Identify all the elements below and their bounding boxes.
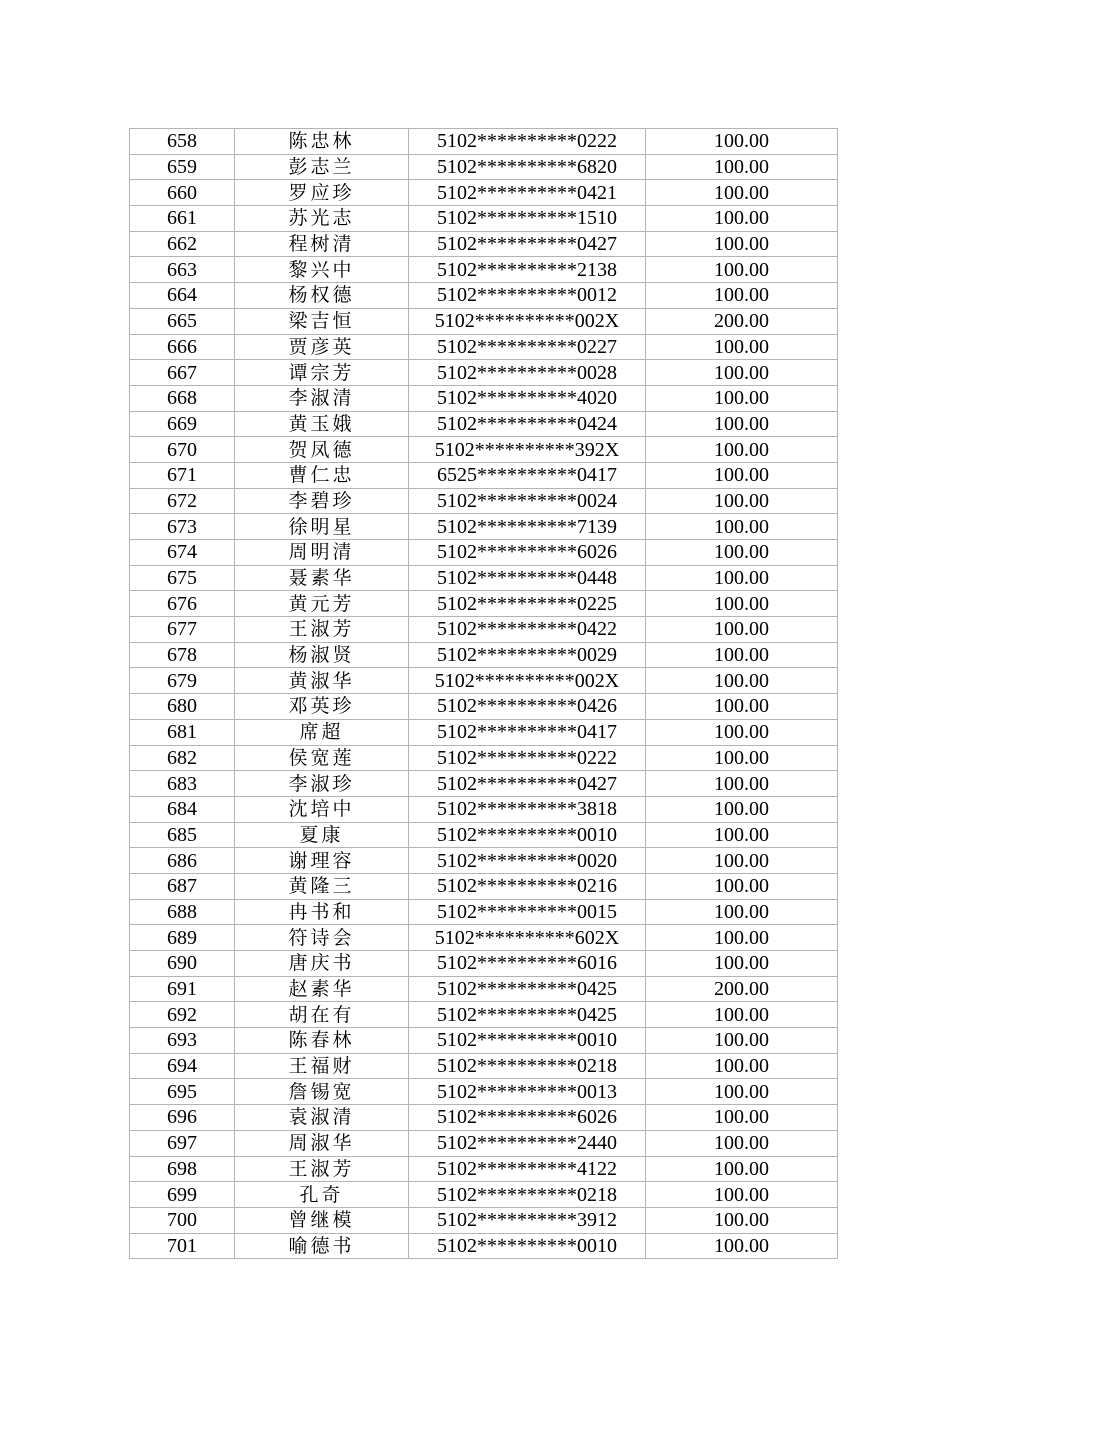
- table-row: [130, 925, 838, 951]
- person-name-cell: 杨淑贤: [235, 642, 409, 668]
- id-number-cell: 5102**********0013: [409, 1079, 646, 1105]
- person-name-cell: 黄隆三: [235, 873, 409, 899]
- id-number-cell: 5102**********0225: [409, 591, 646, 617]
- amount-cell: 100.00: [646, 334, 838, 360]
- id-number-cell: 5102**********0218: [409, 1053, 646, 1079]
- amount-cell: 100.00: [646, 1002, 838, 1028]
- amount-cell: 100.00: [646, 899, 838, 925]
- table-row: [130, 206, 838, 232]
- amount-cell: 100.00: [646, 231, 838, 257]
- table-row: [130, 565, 838, 591]
- person-name-cell: 苏光志: [235, 206, 409, 232]
- id-number-cell: 5102**********0222: [409, 745, 646, 771]
- table-row: [130, 385, 838, 411]
- person-name-cell: 杨权德: [235, 283, 409, 309]
- amount-cell: 100.00: [646, 848, 838, 874]
- table-row: [130, 745, 838, 771]
- table-row: [130, 180, 838, 206]
- amount-cell: 100.00: [646, 1028, 838, 1054]
- person-name-cell: 贾彦英: [235, 334, 409, 360]
- row-number-cell: 699: [130, 1182, 235, 1208]
- row-number-cell: 701: [130, 1233, 235, 1259]
- table-row: [130, 668, 838, 694]
- id-number-cell: 5102**********0425: [409, 976, 646, 1002]
- person-name-cell: 黎兴中: [235, 257, 409, 283]
- row-number-cell: 689: [130, 925, 235, 951]
- person-name-cell: 詹锡宽: [235, 1079, 409, 1105]
- person-name-cell: 陈忠林: [235, 129, 409, 155]
- table-row: [130, 1028, 838, 1054]
- row-number-cell: 687: [130, 873, 235, 899]
- row-number-cell: 684: [130, 796, 235, 822]
- amount-cell: 100.00: [646, 1156, 838, 1182]
- person-name-cell: 黄淑华: [235, 668, 409, 694]
- id-number-cell: 5102**********0010: [409, 822, 646, 848]
- id-number-cell: 5102**********3912: [409, 1207, 646, 1233]
- id-number-cell: 5102**********6026: [409, 1105, 646, 1131]
- table-row: [130, 694, 838, 720]
- table-row: [130, 308, 838, 334]
- amount-cell: 100.00: [646, 873, 838, 899]
- amount-cell: 100.00: [646, 796, 838, 822]
- id-number-cell: 6525**********0417: [409, 462, 646, 488]
- person-name-cell: 唐庆书: [235, 951, 409, 977]
- amount-cell: 100.00: [646, 154, 838, 180]
- amount-cell: 100.00: [646, 822, 838, 848]
- id-number-cell: 5102**********0422: [409, 617, 646, 643]
- person-name-cell: 王福财: [235, 1053, 409, 1079]
- row-number-cell: 695: [130, 1079, 235, 1105]
- table-body: [130, 129, 838, 1259]
- amount-cell: 100.00: [646, 462, 838, 488]
- row-number-cell: 697: [130, 1130, 235, 1156]
- table-row: [130, 462, 838, 488]
- amount-cell: 100.00: [646, 694, 838, 720]
- table-row: [130, 951, 838, 977]
- row-number-cell: 673: [130, 514, 235, 540]
- person-name-cell: 贺凤德: [235, 437, 409, 463]
- person-name-cell: 夏康: [235, 822, 409, 848]
- row-number-cell: 693: [130, 1028, 235, 1054]
- row-number-cell: 680: [130, 694, 235, 720]
- amount-cell: 100.00: [646, 488, 838, 514]
- amount-cell: 100.00: [646, 617, 838, 643]
- amount-cell: 200.00: [646, 308, 838, 334]
- amount-cell: 100.00: [646, 719, 838, 745]
- id-number-cell: 5102**********3818: [409, 796, 646, 822]
- row-number-cell: 700: [130, 1207, 235, 1233]
- person-name-cell: 周明清: [235, 540, 409, 566]
- table-row: [130, 411, 838, 437]
- amount-cell: 100.00: [646, 1233, 838, 1259]
- table-row: [130, 719, 838, 745]
- row-number-cell: 683: [130, 771, 235, 797]
- person-name-cell: 陈春林: [235, 1028, 409, 1054]
- id-number-cell: 5102**********6016: [409, 951, 646, 977]
- table-row: [130, 976, 838, 1002]
- table-row: [130, 591, 838, 617]
- amount-cell: 100.00: [646, 771, 838, 797]
- row-number-cell: 685: [130, 822, 235, 848]
- row-number-cell: 667: [130, 360, 235, 386]
- table-row: [130, 796, 838, 822]
- table-row: [130, 822, 838, 848]
- row-number-cell: 659: [130, 154, 235, 180]
- amount-cell: 100.00: [646, 360, 838, 386]
- id-number-cell: 5102**********602X: [409, 925, 646, 951]
- amount-cell: 100.00: [646, 514, 838, 540]
- table-row: [130, 1156, 838, 1182]
- person-name-cell: 周淑华: [235, 1130, 409, 1156]
- person-name-cell: 谭宗芳: [235, 360, 409, 386]
- amount-cell: 100.00: [646, 668, 838, 694]
- table-row: [130, 540, 838, 566]
- person-name-cell: 冉书和: [235, 899, 409, 925]
- row-number-cell: 678: [130, 642, 235, 668]
- person-name-cell: 黄玉娥: [235, 411, 409, 437]
- subsidy-list-table: [129, 128, 838, 1259]
- row-number-cell: 670: [130, 437, 235, 463]
- table-row: [130, 257, 838, 283]
- table-row: [130, 488, 838, 514]
- id-number-cell: 5102**********0421: [409, 180, 646, 206]
- person-name-cell: 曹仁忠: [235, 462, 409, 488]
- id-number-cell: 5102**********0222: [409, 129, 646, 155]
- id-number-cell: 5102**********0024: [409, 488, 646, 514]
- id-number-cell: 5102**********0015: [409, 899, 646, 925]
- id-number-cell: 5102**********2138: [409, 257, 646, 283]
- person-name-cell: 程树清: [235, 231, 409, 257]
- amount-cell: 100.00: [646, 1130, 838, 1156]
- person-name-cell: 王淑芳: [235, 617, 409, 643]
- person-name-cell: 曾继模: [235, 1207, 409, 1233]
- person-name-cell: 胡在有: [235, 1002, 409, 1028]
- id-number-cell: 5102**********4122: [409, 1156, 646, 1182]
- person-name-cell: 谢理容: [235, 848, 409, 874]
- table-row: [130, 642, 838, 668]
- id-number-cell: 5102**********0424: [409, 411, 646, 437]
- table-row: [130, 1130, 838, 1156]
- person-name-cell: 黄元芳: [235, 591, 409, 617]
- table-row: [130, 1079, 838, 1105]
- table-row: [130, 334, 838, 360]
- table-row: [130, 360, 838, 386]
- person-name-cell: 侯宽莲: [235, 745, 409, 771]
- person-name-cell: 罗应珍: [235, 180, 409, 206]
- row-number-cell: 690: [130, 951, 235, 977]
- id-number-cell: 5102**********0427: [409, 231, 646, 257]
- amount-cell: 100.00: [646, 951, 838, 977]
- row-number-cell: 691: [130, 976, 235, 1002]
- table-row: [130, 899, 838, 925]
- amount-cell: 100.00: [646, 180, 838, 206]
- person-name-cell: 符诗会: [235, 925, 409, 951]
- person-name-cell: 李碧珍: [235, 488, 409, 514]
- person-name-cell: 彭志兰: [235, 154, 409, 180]
- person-name-cell: 聂素华: [235, 565, 409, 591]
- id-number-cell: 5102**********0425: [409, 1002, 646, 1028]
- table-row: [130, 1182, 838, 1208]
- id-number-cell: 5102**********2440: [409, 1130, 646, 1156]
- amount-cell: 100.00: [646, 1079, 838, 1105]
- id-number-cell: 5102**********6820: [409, 154, 646, 180]
- row-number-cell: 677: [130, 617, 235, 643]
- amount-cell: 100.00: [646, 411, 838, 437]
- person-name-cell: 席超: [235, 719, 409, 745]
- amount-cell: 100.00: [646, 1207, 838, 1233]
- id-number-cell: 5102**********0028: [409, 360, 646, 386]
- person-name-cell: 梁吉恒: [235, 308, 409, 334]
- amount-cell: 100.00: [646, 745, 838, 771]
- person-name-cell: 李淑珍: [235, 771, 409, 797]
- id-number-cell: 5102**********0029: [409, 642, 646, 668]
- person-name-cell: 李淑清: [235, 385, 409, 411]
- id-number-cell: 5102**********0417: [409, 719, 646, 745]
- row-number-cell: 669: [130, 411, 235, 437]
- amount-cell: 100.00: [646, 540, 838, 566]
- row-number-cell: 662: [130, 231, 235, 257]
- row-number-cell: 688: [130, 899, 235, 925]
- row-number-cell: 674: [130, 540, 235, 566]
- person-name-cell: 沈培中: [235, 796, 409, 822]
- row-number-cell: 671: [130, 462, 235, 488]
- id-number-cell: 5102**********6026: [409, 540, 646, 566]
- table-row: [130, 514, 838, 540]
- table-row: [130, 129, 838, 155]
- table-row: [130, 1207, 838, 1233]
- id-number-cell: 5102**********0010: [409, 1028, 646, 1054]
- table-row: [130, 1053, 838, 1079]
- row-number-cell: 664: [130, 283, 235, 309]
- id-number-cell: 5102**********4020: [409, 385, 646, 411]
- id-number-cell: 5102**********0227: [409, 334, 646, 360]
- table-row: [130, 1105, 838, 1131]
- id-number-cell: 5102**********0218: [409, 1182, 646, 1208]
- row-number-cell: 682: [130, 745, 235, 771]
- table-row: [130, 1002, 838, 1028]
- amount-cell: 100.00: [646, 1105, 838, 1131]
- amount-cell: 100.00: [646, 257, 838, 283]
- row-number-cell: 681: [130, 719, 235, 745]
- id-number-cell: 5102**********0012: [409, 283, 646, 309]
- table-row: [130, 231, 838, 257]
- amount-cell: 100.00: [646, 642, 838, 668]
- row-number-cell: 686: [130, 848, 235, 874]
- row-number-cell: 672: [130, 488, 235, 514]
- amount-cell: 100.00: [646, 591, 838, 617]
- row-number-cell: 676: [130, 591, 235, 617]
- row-number-cell: 679: [130, 668, 235, 694]
- person-name-cell: 喻德书: [235, 1233, 409, 1259]
- amount-cell: 100.00: [646, 925, 838, 951]
- table-row: [130, 771, 838, 797]
- id-number-cell: 5102**********0020: [409, 848, 646, 874]
- table-row: [130, 617, 838, 643]
- table-row: [130, 873, 838, 899]
- amount-cell: 100.00: [646, 385, 838, 411]
- id-number-cell: 5102**********0426: [409, 694, 646, 720]
- id-number-cell: 5102**********0427: [409, 771, 646, 797]
- id-number-cell: 5102**********1510: [409, 206, 646, 232]
- table-row: [130, 154, 838, 180]
- person-name-cell: 王淑芳: [235, 1156, 409, 1182]
- id-number-cell: 5102**********002X: [409, 308, 646, 334]
- row-number-cell: 665: [130, 308, 235, 334]
- amount-cell: 100.00: [646, 437, 838, 463]
- person-name-cell: 徐明星: [235, 514, 409, 540]
- id-number-cell: 5102**********002X: [409, 668, 646, 694]
- row-number-cell: 668: [130, 385, 235, 411]
- amount-cell: 100.00: [646, 1182, 838, 1208]
- row-number-cell: 698: [130, 1156, 235, 1182]
- table-row: [130, 848, 838, 874]
- row-number-cell: 666: [130, 334, 235, 360]
- row-number-cell: 663: [130, 257, 235, 283]
- table-row: [130, 283, 838, 309]
- row-number-cell: 658: [130, 129, 235, 155]
- amount-cell: 200.00: [646, 976, 838, 1002]
- row-number-cell: 660: [130, 180, 235, 206]
- amount-cell: 100.00: [646, 1053, 838, 1079]
- person-name-cell: 赵素华: [235, 976, 409, 1002]
- table-row: [130, 1233, 838, 1259]
- id-number-cell: 5102**********0216: [409, 873, 646, 899]
- table-row: [130, 437, 838, 463]
- row-number-cell: 696: [130, 1105, 235, 1131]
- row-number-cell: 675: [130, 565, 235, 591]
- row-number-cell: 694: [130, 1053, 235, 1079]
- person-name-cell: 袁淑清: [235, 1105, 409, 1131]
- amount-cell: 100.00: [646, 565, 838, 591]
- row-number-cell: 661: [130, 206, 235, 232]
- id-number-cell: 5102**********0448: [409, 565, 646, 591]
- id-number-cell: 5102**********7139: [409, 514, 646, 540]
- person-name-cell: 孔奇: [235, 1182, 409, 1208]
- id-number-cell: 5102**********0010: [409, 1233, 646, 1259]
- amount-cell: 100.00: [646, 283, 838, 309]
- amount-cell: 100.00: [646, 206, 838, 232]
- id-number-cell: 5102**********392X: [409, 437, 646, 463]
- row-number-cell: 692: [130, 1002, 235, 1028]
- person-name-cell: 邓英珍: [235, 694, 409, 720]
- amount-cell: 100.00: [646, 129, 838, 155]
